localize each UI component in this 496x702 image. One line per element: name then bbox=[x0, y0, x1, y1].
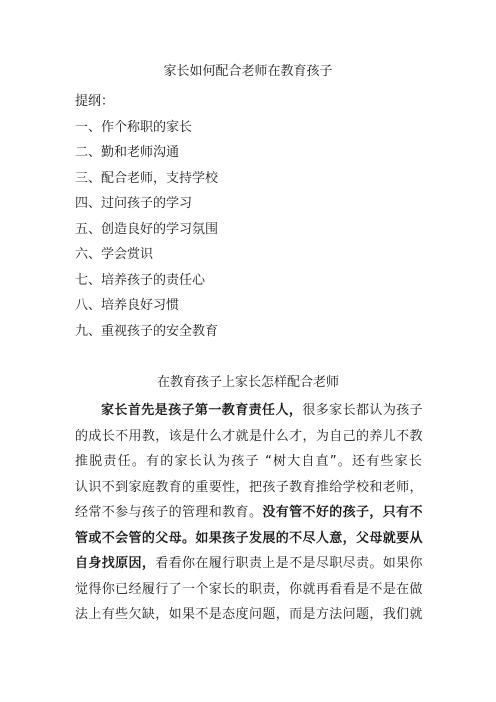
paragraph-line bbox=[75, 526, 423, 552]
outline-item: 一、作个称职的家长 bbox=[75, 119, 193, 135]
paragraph-line bbox=[75, 424, 423, 450]
paragraph-run: 家长首先是孩子第一教育责任人， bbox=[101, 403, 303, 418]
outline-item: 二、勤和老师沟通 bbox=[75, 145, 180, 160]
outline-item: 四、过问孩子的学习 bbox=[75, 196, 193, 211]
paragraph-line bbox=[75, 551, 423, 577]
paragraph-run: 觉得你已经履行了一个家长的职责，你就再看看是不是在做 bbox=[75, 581, 423, 597]
paragraph-run: 法上有些欠缺，如果不是态度问题，而是方法问题，我们就 bbox=[75, 607, 423, 622]
paragraph-run: 管或不会管的父母。如果孩子发展的不尽人意，父母就要从 bbox=[75, 530, 423, 546]
paragraph-run: 的成长不用教，该是什么才就是什么才，为自己的养儿不教 bbox=[75, 428, 423, 444]
paragraph-line bbox=[75, 500, 423, 526]
paragraph-run: 认识不到家庭教育的重要性，把孩子教育推给学校和老师， bbox=[75, 479, 423, 495]
outline-item: 六、学会赏识 bbox=[75, 247, 154, 262]
paragraph-run: 看看你在履行职责上是不是尽职尽责。如果你 bbox=[155, 556, 423, 571]
paragraph-run: 很多家长都认为孩子 bbox=[302, 403, 423, 418]
paragraph-run: 自身找原因， bbox=[75, 556, 156, 571]
paragraph-run: 经常不参与孩子的管理和教育。 bbox=[75, 505, 263, 520]
outline-item: 八、培养良好习惯 bbox=[75, 298, 180, 313]
paragraph-run: 推脱责任。有的家长认为孩子 “树大自直”。 bbox=[75, 454, 353, 469]
section-title: 在教育孩子上家长怎样配合老师 bbox=[156, 375, 339, 390]
paragraph-line bbox=[75, 577, 423, 603]
paragraph-line bbox=[75, 398, 423, 424]
outline-label: 提纲： bbox=[75, 94, 115, 109]
body-paragraph bbox=[75, 398, 423, 628]
paragraph-run: 还有些家长 bbox=[352, 454, 423, 469]
outline-item: 五、创造良好的学习氛围 bbox=[75, 221, 219, 237]
paragraph-run: 没有管不好的孩子，只有不 bbox=[262, 505, 423, 520]
paragraph-line bbox=[75, 475, 423, 501]
document-title: 家长如何配合老师在教育孩子 bbox=[163, 64, 333, 79]
paragraph-line bbox=[75, 449, 423, 475]
paragraph-line bbox=[75, 602, 423, 628]
outline bbox=[75, 89, 435, 344]
outline-item: 九、重视孩子的安全教育 bbox=[75, 323, 219, 339]
outline-item: 七、培养孩子的责任心 bbox=[75, 272, 206, 288]
outline-item: 三、配合老师，支持学校 bbox=[75, 170, 219, 186]
